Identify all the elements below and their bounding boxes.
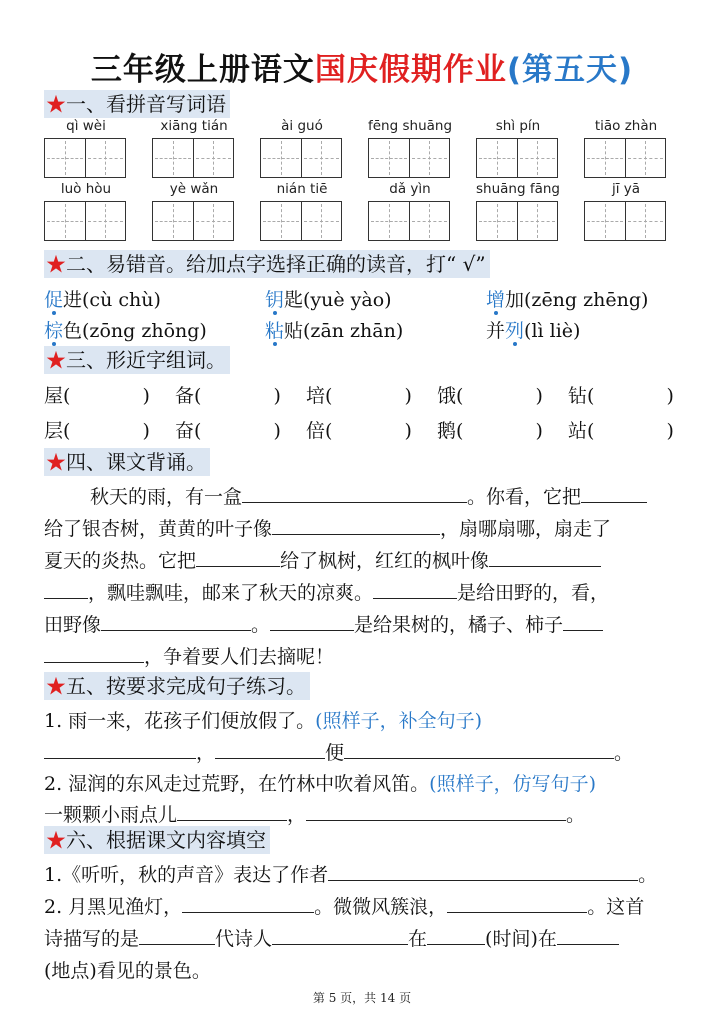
star-icon: ★ [46,450,66,474]
recite-line: 夏天的炎热。它把 给了枫树，红红的枫叶像 [44,546,601,573]
pinyin: qì wèi [66,118,106,134]
answer-blank[interactable] [344,740,614,759]
pinyin: luò hòu [60,181,112,197]
tian-grid-input[interactable] [368,201,450,241]
tian-grid-input[interactable] [152,201,234,241]
answer-blank[interactable] [242,484,467,503]
recite-line: 给了银杏树，黄黄的叶子像 ，扇哪扇哪，扇走了 [44,518,612,540]
section-6-heading: ★六、根据课文内容填空 [44,826,270,854]
star-icon: ★ [46,252,66,276]
tone-option[interactable]: 增加(zēng zhēng) [486,289,649,311]
tian-grid-input[interactable] [584,138,666,178]
sentence-question: 1. 雨一来，花孩子们便放假了。(照样子，补全句子) [44,710,482,732]
pinyin: xiāng tián [160,118,228,134]
pinyin: ài guó [281,118,323,134]
answer-blank[interactable] [328,862,638,881]
tian-grid-input[interactable] [584,201,666,241]
star-icon: ★ [46,674,66,698]
similar-char-item[interactable]: 钻( ) [568,385,674,407]
answer-blank[interactable] [177,802,287,821]
page-title: 三年级上册语文国庆假期作业(第五天) [90,52,634,88]
pinyin: nián tiē [276,181,328,197]
similar-char-item[interactable]: 培( ) [306,385,412,407]
recite-line: 秋天的雨，有一盒 。你看，它把 [90,482,647,509]
pinyin: yè wǎn [169,181,219,197]
similar-char-item[interactable]: 站( ) [568,420,674,442]
tone-option[interactable]: 并列(lì liè) [486,320,581,342]
similar-char-item[interactable]: 倍( ) [306,420,412,442]
answer-blank[interactable] [215,740,325,759]
answer-blank[interactable] [44,580,88,599]
answer-blank[interactable] [563,612,603,631]
tian-grid-input[interactable] [44,201,126,241]
pinyin: fēng shuāng [368,118,453,134]
answer-blank[interactable] [139,926,215,945]
tian-grid-input[interactable] [260,138,342,178]
similar-char-item[interactable]: 层( ) [44,420,150,442]
tone-option[interactable]: 粘贴(zān zhān) [265,320,404,342]
answer-blank[interactable] [447,894,587,913]
section-2-heading: ★二、易错音。给加点字选择正确的读音，打“ √” [44,250,490,278]
answer-blank[interactable] [272,516,440,535]
tone-option[interactable]: 促进(cù chù) [44,289,161,311]
recite-line: ，争着要人们去摘呢！ [44,642,334,669]
pinyin: shuāng fāng [476,181,560,197]
pinyin: shì pín [495,118,541,134]
fill-question: 1.《听听，秋的声音》表达了作者 。 [44,864,658,886]
fill-question: (地点)看见的景色。 [44,960,211,982]
tian-grid-input[interactable] [476,201,558,241]
pinyin: jī yā [611,181,641,197]
answer-blank[interactable] [101,612,251,631]
answer-blank[interactable] [196,548,280,567]
recite-line: ，飘哇飘哇，邮来了秋天的凉爽。 是给田野的，看， [44,578,609,605]
similar-char-item[interactable]: 饿( ) [437,385,543,407]
answer-blank[interactable] [306,802,566,821]
star-icon: ★ [46,92,66,116]
sentence-question: 2. 湿润的东风走过荒野，在竹林中吹着风笛。(照样子，仿写句子) [44,773,596,795]
similar-char-item[interactable]: 奋( ) [175,420,281,442]
star-icon: ★ [46,348,66,372]
answer-blank[interactable] [44,644,144,663]
section-3-heading: ★三、形近字组词。 [44,346,230,374]
answer-blank[interactable] [427,926,485,945]
tone-option[interactable]: 钥匙(yuè yào) [265,289,392,311]
tian-grid-input[interactable] [368,138,450,178]
fill-question: 诗描写的是 代诗人 在 (时间)在 [44,924,619,951]
similar-char-item[interactable]: 备( ) [175,385,281,407]
tian-grid-input[interactable] [152,138,234,178]
similar-char-item[interactable]: 鹅( ) [437,420,543,442]
answer-blank[interactable] [489,548,601,567]
answer-blank[interactable] [272,926,408,945]
tian-grid-input[interactable] [44,138,126,178]
section-4-heading: ★四、课文背诵。 [44,448,210,476]
fill-question: 2. 月黑见渔灯， 。微微风簇浪， 。这首 [44,896,645,918]
similar-char-item[interactable]: 屋( ) [44,385,150,407]
answer-blank[interactable] [373,580,457,599]
sentence-answer: ， 便 。 [44,738,633,765]
answer-blank[interactable] [182,894,314,913]
pinyin: dǎ yìn [389,181,431,197]
sentence-answer: 一颗颗小雨点儿 ， 。 [44,804,586,826]
pinyin: tiāo zhàn [594,118,658,134]
tone-option[interactable]: 棕色(zōng zhōng) [44,320,207,342]
section-5-heading: ★五、按要求完成句子练习。 [44,672,310,700]
answer-blank[interactable] [270,612,354,631]
star-icon: ★ [46,828,66,852]
section-1-heading: ★一、看拼音写词语 [44,90,230,118]
recite-line: 田野像 。 是给果树的，橘子、柿子 [44,610,603,637]
answer-blank[interactable] [557,926,619,945]
tian-grid-input[interactable] [476,138,558,178]
tian-grid-input[interactable] [260,201,342,241]
answer-blank[interactable] [581,484,647,503]
answer-blank[interactable] [44,740,196,759]
page-footer: 第 5 页，共 14 页 [312,991,412,1005]
